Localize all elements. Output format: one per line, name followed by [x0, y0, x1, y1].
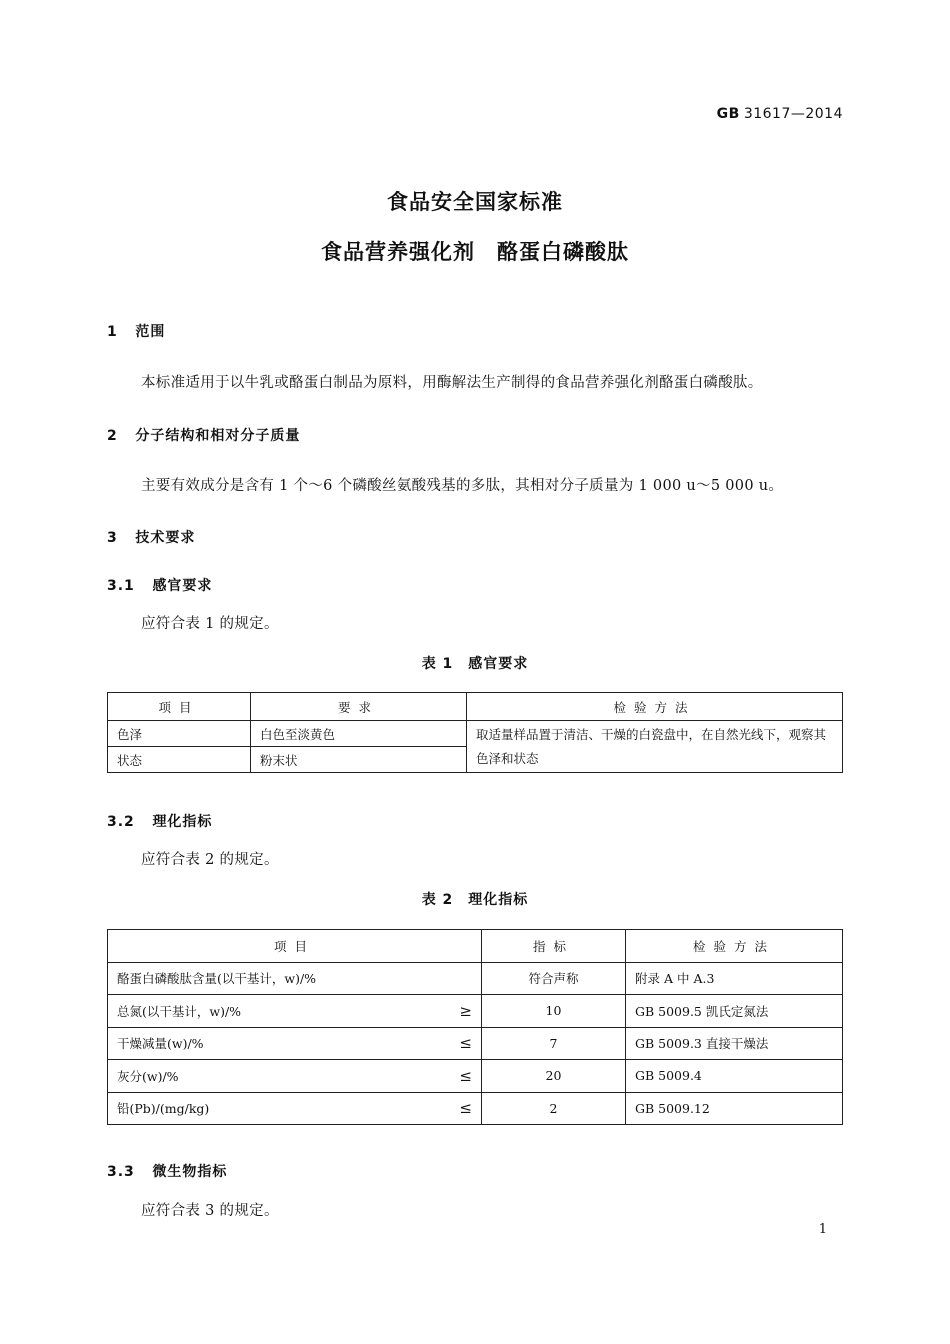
table-row	[108, 1027, 843, 1060]
sub-title: 食品营养强化剂 酪蛋白磷酸肽	[321, 240, 629, 264]
table-cell: 2	[482, 1092, 626, 1125]
table-cell: 附录 A 中 A.3	[626, 962, 843, 995]
column-header: 检验方法	[467, 693, 843, 721]
section-number: 3.2	[107, 814, 135, 830]
table-cell	[108, 962, 482, 995]
table-cell: 符合声称	[482, 962, 626, 995]
table-row	[108, 721, 843, 747]
section-title: 微生物指标	[152, 1164, 228, 1180]
table-cell: 10	[482, 995, 626, 1028]
section-3-heading	[107, 527, 195, 547]
item-label: 干燥减量(w)/%	[117, 1036, 204, 1052]
item-label: 总氮(以干基计，w)/%	[117, 1003, 242, 1019]
section-number: 2	[107, 428, 118, 444]
column-header: 检验方法	[626, 930, 843, 963]
table-header-row	[108, 693, 843, 721]
table-cell: 7	[482, 1027, 626, 1060]
section-1-heading	[107, 321, 165, 341]
standard-number: 31617—2014	[743, 106, 843, 122]
comparison-symbol: ≤	[459, 1099, 472, 1118]
table-row	[108, 995, 843, 1028]
table-cell	[108, 1027, 482, 1060]
section-number: 3	[107, 530, 118, 546]
section-2-text: 主要有效成分是含有 1 个～6 个磷酸丝氨酸残基的多肽，其相对分子质量为 1 000 u～5 000 u。	[141, 478, 784, 494]
comparison-symbol: ≥	[459, 1001, 472, 1020]
table-cell: 取适量样品置于清洁、干燥的白瓷盘中，在自然光线下，观察其色泽和状态	[467, 721, 843, 773]
section-3-1-heading	[107, 575, 212, 595]
item-label: 灰分(w)/%	[117, 1068, 179, 1084]
page-number: 1	[818, 1222, 827, 1237]
table-cell: GB 5009.4	[626, 1060, 843, 1093]
section-3-2-heading	[107, 811, 212, 831]
section-3-3-text: 应符合表 3 的规定。	[141, 1203, 279, 1219]
table-cell: 20	[482, 1060, 626, 1093]
section-3-1-text: 应符合表 1 的规定。	[141, 616, 279, 632]
comparison-symbol: ≤	[459, 1034, 472, 1053]
table-cell	[108, 1092, 482, 1125]
table-2-caption: 表 2 理化指标	[421, 892, 529, 908]
section-title: 分子结构和相对分子质量	[135, 428, 301, 444]
table-row	[108, 1092, 843, 1125]
table-cell: GB 5009.5 凯氏定氮法	[626, 995, 843, 1028]
section-number: 3.3	[107, 1164, 135, 1180]
table-1	[107, 692, 843, 773]
table-row	[108, 1060, 843, 1093]
item-label: 铅(Pb)/(mg/kg)	[117, 1101, 210, 1117]
section-title: 理化指标	[152, 814, 213, 830]
column-header: 项目	[108, 930, 482, 963]
column-header: 要求	[251, 693, 467, 721]
section-title: 感官要求	[152, 578, 213, 594]
table-cell: 色泽	[108, 721, 251, 747]
section-title: 范围	[135, 324, 166, 340]
table-cell: 粉末状	[251, 747, 467, 773]
standard-code	[717, 106, 843, 122]
table-header-row	[108, 930, 843, 963]
table-cell: GB 5009.12	[626, 1092, 843, 1125]
section-title: 技术要求	[135, 530, 196, 546]
table-2	[107, 929, 843, 1125]
comparison-symbol: ≤	[459, 1066, 472, 1085]
section-3-3-heading	[107, 1161, 227, 1181]
column-header: 指标	[482, 930, 626, 963]
section-1-text: 本标准适用于以牛乳或酪蛋白制品为原料，用酶解法生产制得的食品营养强化剂酪蛋白磷酸肽。	[141, 375, 763, 391]
section-number: 3.1	[107, 578, 135, 594]
item-label: 酪蛋白磷酸肽含量(以干基计，w)/%	[117, 971, 317, 987]
main-title: 食品安全国家标准	[387, 190, 563, 214]
table-cell	[108, 995, 482, 1028]
section-number: 1	[107, 324, 118, 340]
standard-prefix: GB	[716, 106, 740, 122]
column-header: 项目	[108, 693, 251, 721]
table-cell: 白色至淡黄色	[251, 721, 467, 747]
table-cell: 状态	[108, 747, 251, 773]
table-cell	[108, 1060, 482, 1093]
table-row	[108, 962, 843, 995]
table-1-caption: 表 1 感官要求	[421, 656, 529, 672]
section-2-heading	[107, 425, 300, 445]
section-3-2-text: 应符合表 2 的规定。	[141, 852, 279, 868]
table-cell: GB 5009.3 直接干燥法	[626, 1027, 843, 1060]
